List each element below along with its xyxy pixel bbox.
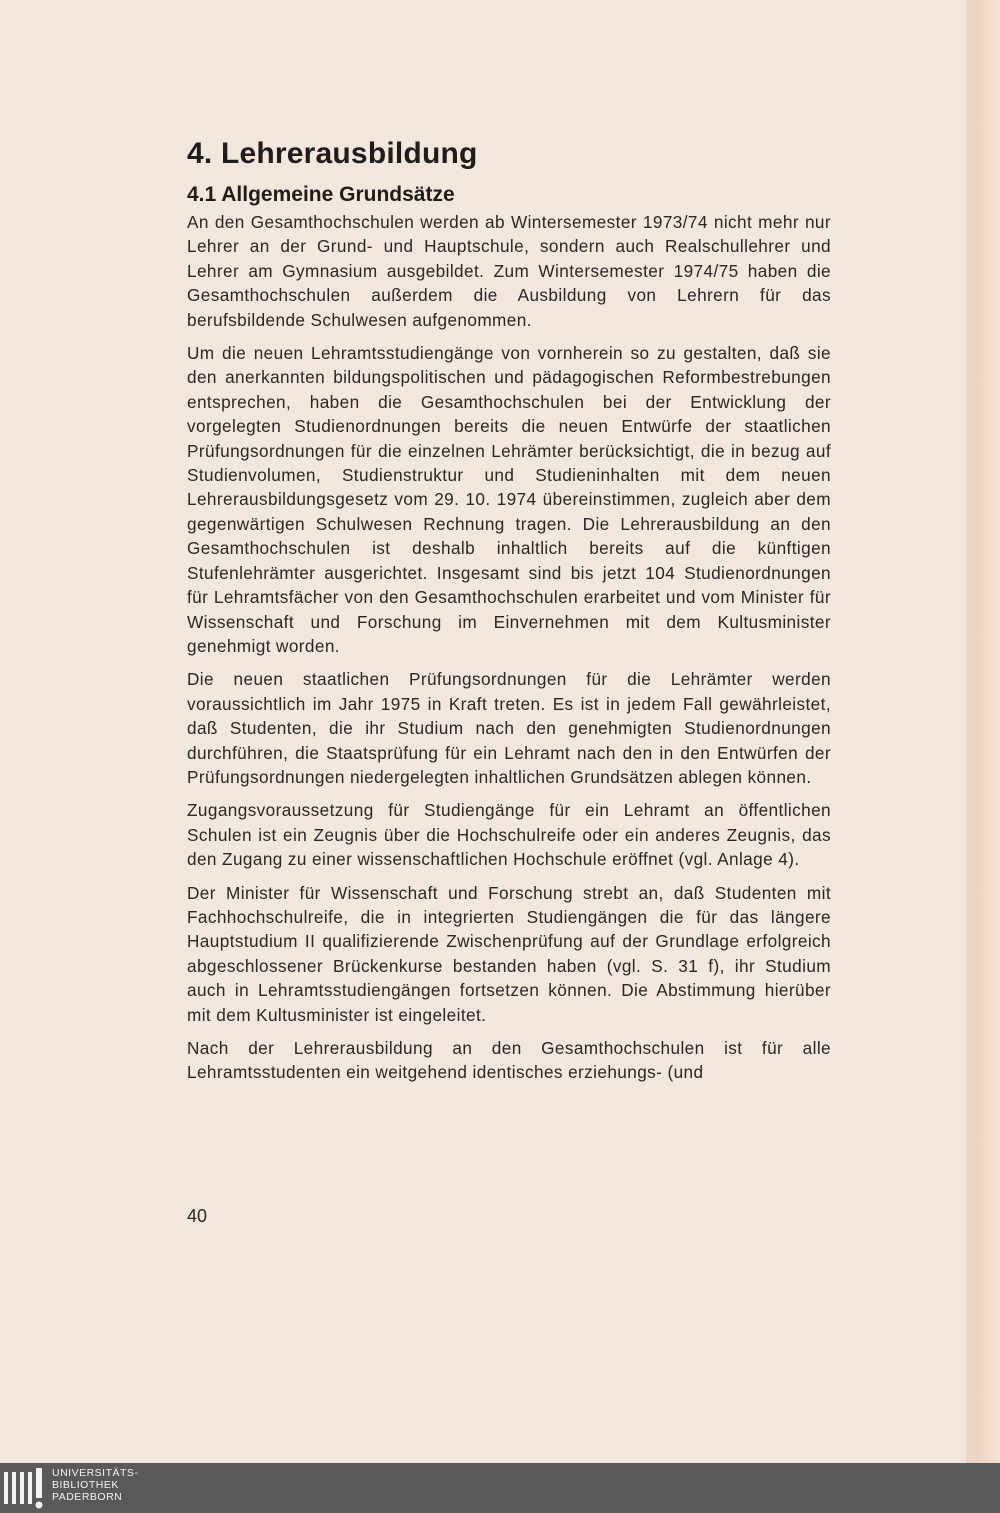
library-name-line-1: UNIVERSITÄTS- [52,1467,139,1479]
chapter-title: 4. Lehrerausbildung [187,137,478,170]
library-logo-icon [2,1466,46,1510]
paragraph-3: Die neuen staatlichen Prüfungsordnungen für die Lehrämter werden voraussichtlich im Jahr 1975 in Kraft treten. Es ist in jedem Fall gewährleistet, daß Studenten, die ihr Studium nach den genehmigten Studienordnungen durchführen, die Staatsprüfung für ein Lehramt nach den in den Entwürfen der Prüfungsordnungen niedergelegten inhaltlichen Grundsätzen ablegen können. [187,669,831,787]
paragraph-1: An den Gesamthochschulen werden ab Wintersemester 1973/74 nicht mehr nur Lehrer an der Grund- und Hauptschule, sondern auch Realschullehrer und Lehrer am Gymnasium ausgebildet. Zum Wintersemester 1974/75 haben die Gesamthochschulen außerdem die Ausbildung von Lehrern für das berufsbildende Schulwesen aufgenommen. [187,212,831,330]
paragraph-5: Der Minister für Wissenschaft und Forschung strebt an, daß Studenten mit Fachhochschulreife, die in integrierten Studiengängen die für das längere Hauptstudium II qualifizierende Zwischenprüfung auf der Grundlage erfolgreich abgeschlossener Brückenkurse bestanden haben (vgl. S. 31 f), ihr Studium auch in Lehramtsstudiengängen fortsetzen können. Die Abstimmung hierüber mit dem Kultusminister ist eingeleitet. [187,882,831,1025]
library-name-line-3: PADERBORN [52,1491,123,1503]
paragraph-4: Zugangsvoraussetzung für Studiengänge für ein Lehramt an öffentlichen Schulen ist ein Zeugnis über die Hochschulreife oder ein anderes Zeugnis, das den Zugang zu einer wissenschaftlichen Hochschule eröffnet (vgl. Anlage 4). [187,800,831,870]
library-name-line-2: BIBLIOTHEK [52,1479,119,1491]
paragraph-2: Um die neuen Lehramtsstudiengänge von vornherein so zu gestalten, daß sie den anerkannten bildungspolitischen und pädagogischen Reformbestrebungen entsprechen, haben die Gesamthochschulen bei der Entwicklung der vorgelegten Studienordnungen bereits die neuen Entwürfe der staatlichen Prüfungsordnungen für die einzelnen Lehrämter berücksichtigt, die in bezug auf Studienvolumen, Studienstruktur und Studieninhalten mit dem neuen Lehrerausbildungsgesetz vom 29. 10. 1974 übereinstimmen, zugleich aber dem gegenwärtigen Schulwesen Rechnung tragen. Die Lehrerausbildung an den Gesamthochschulen ist deshalb inhaltlich bereits auf die künftigen Stufenlehrämter ausgerichtet. Insgesamt sind bis jetzt 104 Studienordnungen für Lehramtsfächer von den Gesamthochschulen erarbeitet und vom Minister für Wissenschaft und Forschung im Einvernehmen mit dem Kultusminister genehmigt worden. [187,343,831,656]
library-footer-band [0,1463,1000,1513]
library-name [52,1467,138,1503]
paragraph-6: Nach der Lehrerausbildung an den Gesamthochschulen ist für alle Lehramtsstudenten ein weitgehend identisches erziehungs- (und [187,1038,831,1083]
page-number: 40 [187,1206,208,1226]
page-content [187,134,831,1094]
section-title: 4.1 Allgemeine Grundsätze [187,183,455,206]
page-edge [966,0,1000,1463]
